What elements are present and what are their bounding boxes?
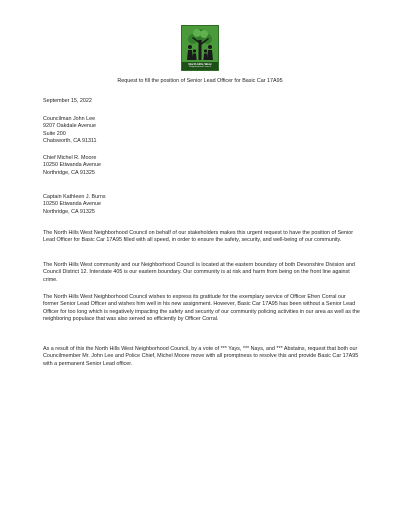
address-line: 10250 Etiwanda Avenue [43, 162, 102, 169]
address-line: Suite 200 [43, 130, 66, 137]
recipient-address-chief [43, 155, 101, 177]
address-line: Captain Kathleen J. Burns [43, 194, 106, 200]
address-line: Councilman John Lee [43, 116, 96, 122]
recipient-address-councilman [43, 116, 97, 145]
address-line: Chief Michel R. Moore [43, 155, 97, 161]
address-line: Northridge, CA 91325 [43, 208, 95, 215]
address-line: Northridge, CA 91325 [43, 169, 95, 176]
body-paragraph-location: The North Hills West community and our Neighborhood Council is located at the eastern boundary of both Devonshire Division and Council District 12. Interstate 405 is our eastern boundary. Our community is at risk and harm from being on the front line against crime. [43, 262, 355, 283]
body-paragraph-gratitude: The North Hills West Neighborhood Council wishes to express its gratitude for the exemplary service of Officer Efren Corral our former Senior Lead Officer and wishes him well in his new assignment. However, Basic Car 17A95 has been without a Senior Lead Officer for too long which is negatively impacting the safety and security of our community policing activities in our area as well as the neighboring populace that was also served so efficiently by Officer Corral. [43, 294, 360, 323]
logo-title: North Hills West [188, 62, 212, 66]
letter-date: September 15, 2022 [43, 98, 92, 104]
address-line: Chatsworth, CA 91311 [43, 137, 97, 144]
body-paragraph-request: The North Hills West Neighborhood Council on behalf of our stakeholders makes this urgent request to have the position of Senior Lead Officer for Basic Car 17A95 filled with all speed, in order to ensure the safety, security, and well-being of our community. [43, 230, 354, 244]
letter-subject: Request to fill the position of Senior Lead Officer for Basic Car 17A95 [117, 78, 283, 84]
logo-caption [182, 62, 218, 70]
tree-people-icon [182, 26, 218, 62]
address-line: 10250 Etiwanda Avenue [43, 201, 102, 208]
recipient-address-captain [43, 194, 106, 216]
logo-subtitle: Neighborhood Council [189, 66, 211, 68]
council-logo [181, 25, 219, 71]
body-paragraph-resolution: As a result of this the North Hills West Neighborhood Council, by a vote of *** Yays, *** Nays, and *** Abstains, request that both our Councilmember Mr. John Lee and Police Chief, Michel Moore move with all promptness to resolve this and provide Basic Car 17A95 with a permanent Senior Lead officer. [43, 346, 359, 367]
address-line: 9207 Oakdale Avenue [43, 123, 96, 130]
